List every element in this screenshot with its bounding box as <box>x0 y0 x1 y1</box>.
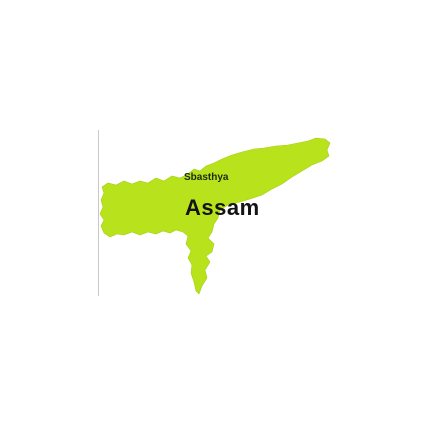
brand-label: Sbasthya <box>184 172 229 183</box>
state-label: Assam <box>185 195 260 220</box>
